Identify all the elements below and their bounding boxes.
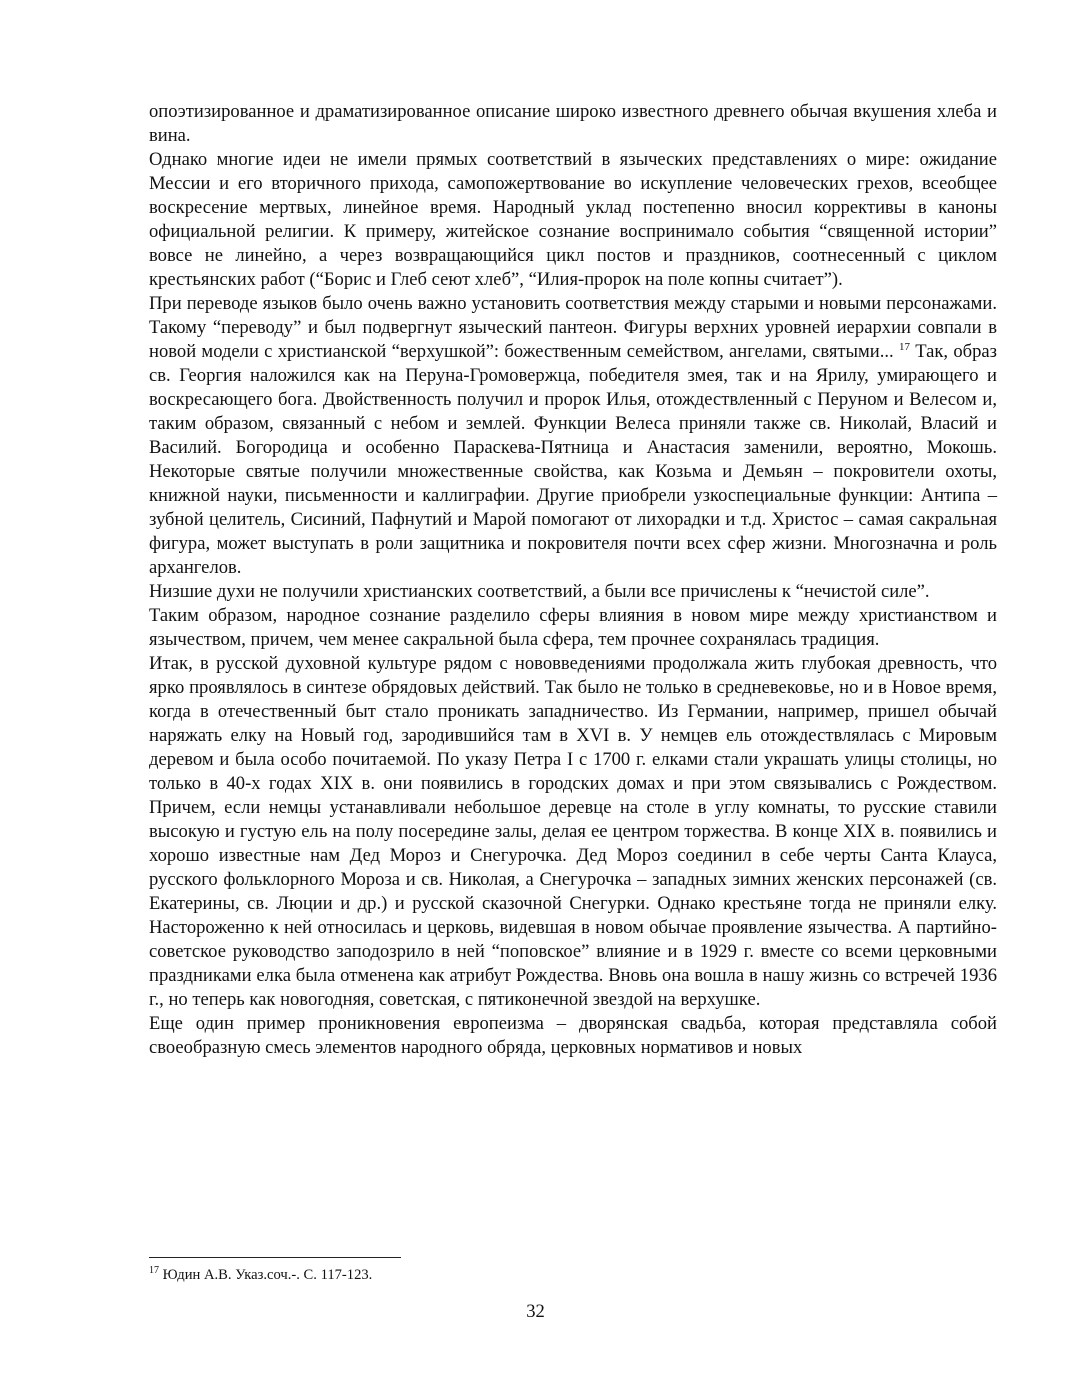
paragraph-7: Еще один пример проникновения европеизма – дворянская свадьба, которая представляла собой своеобразную смесь элементов народного обряда, церковных нормативов и новых [149,1013,997,1058]
footnote-reference[interactable]: 17 [898,340,910,353]
body-text [149,100,997,1060]
paragraph-6: Итак, в русской духовной культуре рядом с нововведениями продолжала жить глубокая древность, что ярко проявлялось в синтезе обрядовых действий. Так было не только в средневековье, но и в Новое время, когда в отечественный быт стало проникать западничество. Из Германии, например, пришел обычай наряжать елку на Новый год, зародившийся там в XVI в. У немцев ель отождествлялась с Мировым деревом и была особо почитаемой. По указу Петра I с 1700 г. елками стали украшать улицы столицы, но только в 40-х годах XIX в. они появились в городских домах и при этом связывались с Рождеством. Причем, если немцы устанавливали небольшое деревце на столе в углу комнаты, то русские ставили высокую и густую ель на полу посередине залы, делая ее центром торжества. В конце XIX в. появились и хорошо известные нам Дед Мороз и Снегурочка. Дед Мороз соединил в себе черты Санта Клауса, русского фольклорного Мороза и св. Николая, а Снегурочка – западных зимних женских персонажей (св. Екатерины, св. Люции и др.) и русской сказочной Снегурки. Однако крестьяне тогда не приняли елку. Настороженно к ней относилась и церковь, видевшая в новом обычае проявление язычества. А партийно-советское руководство заподозрило в ней “поповское” влияние и в 1929 г. вместе со всеми церковными праздниками елка была отменена как атрибут Рождества. Вновь она вошла в нашу жизнь со встречей 1936 г., но теперь как новогодняя, советская, с пятиконечной звездой на верхушке. [149,653,997,1010]
footnote-text: Юдин А.В. Указ.соч.-. С. 117-123. [159,1267,373,1283]
page-number: 32 [526,1301,545,1322]
paragraph-5: Таким образом, народное сознание разделило сферы влияния в новом мире между христианством и язычеством, причем, чем менее сакральной была сфера, тем прочнее сохранялась традиция. [149,605,997,650]
paragraph-3-text-after: Так, образ св. Георгия наложился как на Перуна-Громовержца, победителя змея, так и на Ярилу, умирающего и воскресающего бога. Двойственность получил и пророк Илья, отождествленный с Перуном и Велесом и, таким образом, связанный с небом и землей. Функции Велеса приняли также св. Николай, Власий и Василий. Богородица и особенно Параскева-Пятница и Анастасия заменили, вероятно, Мокошь. Некоторые святые получили множественные свойства, как Козьма и Демьян – покровители охоты, книжной науки, письменности и каллиграфии. Другие приобрели узкоспециальные функции: Антипа – зубной целитель, Сисиний, Пафнутий и Марой помогают от лихорадки и т.д. Христос – самая сакральная фигура, может выступать в роли защитника и покровителя почти всех сфер жизни. Многозначна и роль архангелов. [149,341,997,578]
footnote-marker: 17 [149,1265,159,1277]
paragraph-3 [149,292,997,580]
footnote [149,1266,997,1284]
paragraph-3-text-before: При переводе языков было очень важно установить соответствия между старыми и новыми персонажами. Такому “переводу” и был подвергнут языческий пантеон. Фигуры верхних уровней иерархии совпали в новой модели с христианской “верхушкой”: божественным семейством, ангелами, святыми... [149,293,997,362]
footnote-separator [149,1257,401,1258]
paragraph-1: опоэтизированное и драматизированное описание широко известного древнего обычая вкушения хлеба и вина. [149,101,997,146]
paragraph-4: Низшие духи не получили христианских соответствий, а были все причислены к “нечистой силе”. [149,581,930,602]
paragraph-2: Однако многие идеи не имели прямых соответствий в языческих представлениях о мире: ожидание Мессии и его вторичного прихода, самопожертвование во искупление человеческих грехов, всеобщее воскресение мертвых, линейное время. Народный уклад постепенно вносил коррективы в каноны официальной религии. К примеру, житейское сознание воспринимало события “священной истории” вовсе не линейно, а через возвращающийся цикл постов и праздников, соотнесенный с циклом крестьянских работ (“Борис и Глеб сеют хлеб”, “Илия-пророк на поле копны считает”). [149,149,997,290]
